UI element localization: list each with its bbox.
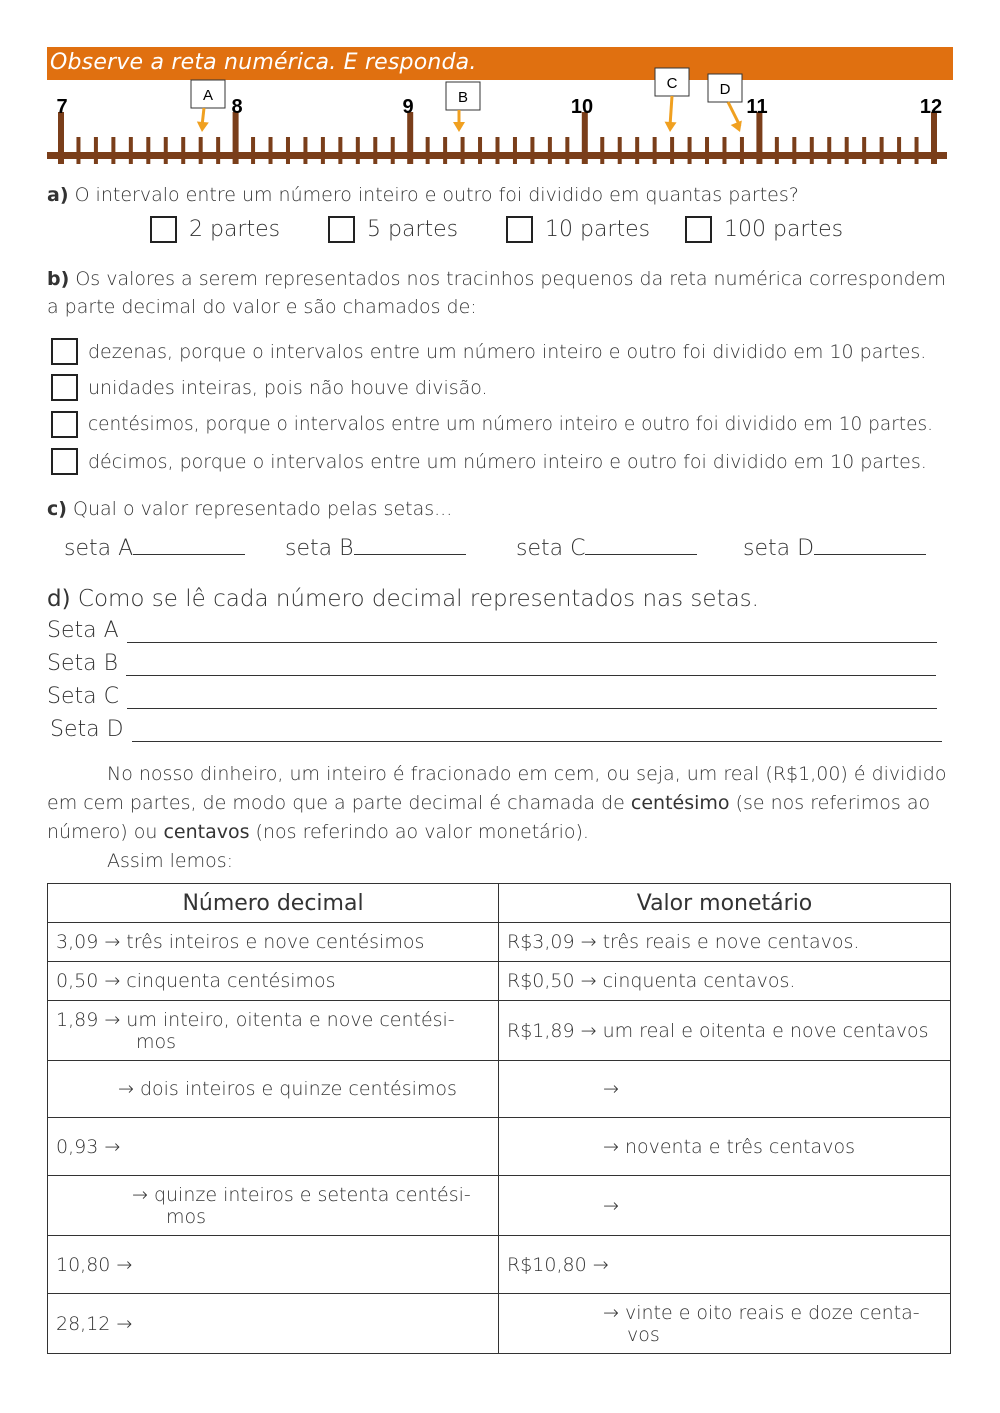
- question-c-letter: c): [47, 498, 67, 520]
- text: número) ou: [47, 821, 164, 843]
- option-label: dezenas, porque o intervalos entre um número inteiro e outro foi dividido em 10 partes.: [88, 340, 927, 363]
- decimal-table: [47, 883, 951, 1354]
- table-cell[interactable]: [499, 1294, 951, 1354]
- checkbox[interactable]: [150, 216, 177, 243]
- major-tick: [756, 112, 762, 164]
- column-header: Valor monetário: [499, 884, 951, 923]
- minor-tick: [181, 137, 185, 164]
- line-label: Seta C: [47, 684, 119, 709]
- option-a-3[interactable]: [506, 216, 650, 243]
- number-line: [0, 0, 1000, 175]
- major-tick: [233, 112, 239, 164]
- blank-a[interactable]: [64, 536, 245, 561]
- table-row[interactable]: [48, 1061, 951, 1118]
- text: (nos referindo ao valor monetário).: [249, 821, 589, 843]
- cell-text: 1,89 → um inteiro, oitenta e nove centési-: [56, 1008, 455, 1031]
- minor-tick: [897, 137, 901, 164]
- question-b-letter: b): [47, 268, 70, 290]
- minor-tick: [775, 137, 779, 164]
- question-c-text: Qual o valor representado pelas setas...: [73, 498, 453, 520]
- table-row: [48, 962, 951, 1001]
- minor-tick: [391, 137, 395, 164]
- minor-tick: [618, 137, 622, 164]
- minor-tick: [199, 137, 203, 164]
- option-b-4[interactable]: [51, 448, 927, 475]
- checkbox[interactable]: [506, 216, 533, 243]
- option-label: centésimos, porque o intervalos entre um número inteiro e outro foi dividido em 10 partes.: [88, 414, 933, 435]
- option-label: 5 partes: [367, 217, 459, 242]
- answer-line[interactable]: [354, 554, 466, 555]
- major-tick: [931, 112, 937, 164]
- minor-tick: [670, 137, 674, 164]
- table-cell: [48, 1001, 499, 1061]
- option-label: unidades inteiras, pois não houve divisão.: [88, 376, 488, 399]
- arrow-label-C: C: [666, 75, 678, 92]
- table-row[interactable]: [48, 1294, 951, 1354]
- table-cell: 3,09 → três inteiros e nove centésimos: [48, 923, 499, 962]
- checkbox[interactable]: [328, 216, 355, 243]
- arrow-head-icon: [453, 122, 465, 132]
- minor-tick: [356, 137, 360, 164]
- column-header: Número decimal: [48, 884, 499, 923]
- minor-tick: [286, 137, 290, 164]
- reading-line-c[interactable]: [47, 684, 937, 709]
- minor-tick: [461, 137, 465, 164]
- arrow-label-B: B: [457, 89, 469, 106]
- table-cell[interactable]: R$10,80 →: [499, 1236, 951, 1294]
- table-cell: R$3,09 → três reais e nove centavos.: [499, 923, 951, 962]
- minor-tick: [513, 137, 517, 164]
- option-b-2[interactable]: [51, 374, 488, 401]
- major-tick: [407, 112, 413, 164]
- question-d-text: Como se lê cada número decimal representados nas setas.: [77, 586, 759, 612]
- major-tick: [58, 112, 64, 164]
- arrow-shaft: [670, 96, 672, 126]
- minor-tick: [880, 137, 884, 164]
- number-label-11: 11: [746, 96, 768, 118]
- question-b-text-1: Os valores a serem representados nos tracinhos pequenos da reta numérica correspondem: [75, 268, 946, 290]
- minor-tick: [548, 137, 552, 164]
- minor-tick: [688, 137, 692, 164]
- major-tick: [582, 112, 588, 164]
- option-a-1[interactable]: [150, 216, 280, 243]
- table-row: [48, 923, 951, 962]
- arrow-label-D: D: [719, 81, 731, 98]
- arrow-head-icon: [731, 120, 742, 132]
- question-b-text-2: a parte decimal do valor e são chamados de:: [47, 296, 477, 318]
- table-cell[interactable]: →: [499, 1176, 951, 1236]
- reading-line-d[interactable]: [50, 717, 942, 742]
- option-b-1[interactable]: [51, 338, 926, 365]
- cell-text-cont: mos: [166, 1205, 207, 1228]
- paragraph-line: Assim lemos:: [107, 850, 234, 872]
- explanation-paragraph: [47, 760, 957, 876]
- table-cell[interactable]: [48, 1176, 499, 1236]
- header-title: Observe a reta numérica. E responda.: [50, 50, 477, 75]
- arrow-head-icon: [197, 122, 209, 132]
- blank-label: seta A: [64, 536, 134, 561]
- option-a-4[interactable]: [685, 216, 843, 243]
- line-label: Seta D: [50, 717, 124, 742]
- minor-tick: [321, 137, 325, 164]
- text: (se nos referimos ao: [729, 792, 931, 814]
- minor-tick: [251, 137, 255, 164]
- checkbox[interactable]: [51, 448, 78, 475]
- table-cell[interactable]: →: [499, 1061, 951, 1118]
- blank-d[interactable]: [743, 536, 926, 561]
- answer-line[interactable]: [814, 554, 926, 555]
- paragraph-line: No nosso dinheiro, um inteiro é fracionado em cem, ou seja, um real (R$1,00) é dividido: [107, 763, 947, 785]
- minor-tick: [164, 137, 168, 164]
- question-d: [47, 586, 759, 612]
- arrow-label-A: A: [202, 87, 214, 104]
- number-label-9: 9: [402, 96, 414, 118]
- minor-tick: [496, 137, 500, 164]
- number-label-8: 8: [231, 96, 243, 118]
- question-d-letter: d): [47, 586, 71, 612]
- term-centavos: centavos: [163, 821, 250, 843]
- table-cell[interactable]: → dois inteiros e quinze centésimos: [48, 1061, 499, 1118]
- question-a-letter: a): [47, 184, 69, 206]
- option-label: 10 partes: [545, 217, 651, 242]
- table-cell[interactable]: 10,80 →: [48, 1236, 499, 1294]
- answer-line[interactable]: [133, 554, 245, 555]
- blank-c[interactable]: [516, 536, 697, 561]
- line-label: Seta B: [47, 651, 119, 676]
- table-cell: R$1,89 → um real e oitenta e nove centavos: [499, 1001, 951, 1061]
- number-label-12: 12: [919, 96, 943, 118]
- table-cell: R$0,50 → cinquenta centavos.: [499, 962, 951, 1001]
- minor-tick: [600, 137, 604, 164]
- reading-line-a[interactable]: [47, 618, 937, 643]
- table-cell[interactable]: → noventa e três centavos: [499, 1118, 951, 1176]
- question-a: [47, 184, 799, 206]
- minor-tick: [635, 137, 639, 164]
- blank-label: seta C: [516, 536, 586, 561]
- minor-tick: [862, 137, 866, 164]
- answer-line[interactable]: [127, 708, 937, 709]
- answer-line[interactable]: [585, 554, 697, 555]
- cell-text-cont: vos: [627, 1323, 660, 1346]
- line-label: Seta A: [47, 618, 119, 643]
- table-row[interactable]: [48, 1118, 951, 1176]
- cell-text-cont: mos: [136, 1030, 177, 1053]
- minor-tick: [269, 137, 273, 164]
- checkbox[interactable]: [51, 411, 78, 438]
- minor-tick: [653, 137, 657, 164]
- minor-tick: [146, 137, 150, 164]
- arrow-head-icon: [665, 122, 677, 132]
- minor-tick: [373, 137, 377, 164]
- option-label: 2 partes: [189, 217, 281, 242]
- minor-tick: [76, 137, 80, 164]
- minor-tick: [426, 137, 430, 164]
- minor-tick: [915, 137, 919, 164]
- minor-tick: [443, 137, 447, 164]
- paragraph-line: [47, 818, 957, 847]
- minor-tick: [740, 137, 744, 164]
- checkbox[interactable]: [51, 338, 78, 365]
- minor-tick: [845, 137, 849, 164]
- minor-tick: [303, 137, 307, 164]
- blank-label: seta B: [285, 536, 354, 561]
- question-a-text: O intervalo entre um número inteiro e outro foi dividido em quantas partes?: [74, 184, 799, 206]
- minor-tick: [705, 137, 709, 164]
- minor-tick: [129, 137, 133, 164]
- minor-tick: [94, 137, 98, 164]
- minor-tick: [565, 137, 569, 164]
- option-b-3[interactable]: [51, 411, 933, 438]
- table-cell: 0,50 → cinquenta centésimos: [48, 962, 499, 1001]
- answer-line[interactable]: [132, 741, 942, 742]
- checkbox[interactable]: [51, 374, 78, 401]
- answer-line[interactable]: [126, 675, 936, 676]
- minor-tick: [722, 137, 726, 164]
- number-label-7: 7: [56, 96, 68, 118]
- option-label: 100 partes: [724, 217, 844, 242]
- number-label-10: 10: [570, 96, 594, 118]
- cell-text: → vinte e oito reais e doze centa-: [603, 1301, 920, 1324]
- reading-line-b[interactable]: [47, 651, 936, 676]
- minor-tick: [478, 137, 482, 164]
- minor-tick: [111, 137, 115, 164]
- checkbox[interactable]: [685, 216, 712, 243]
- paragraph-line: [47, 789, 957, 818]
- minor-tick: [792, 137, 796, 164]
- minor-tick: [530, 137, 534, 164]
- text: em cem partes, de modo que a parte decimal é chamada de: [47, 792, 631, 814]
- minor-tick: [810, 137, 814, 164]
- minor-tick: [338, 137, 342, 164]
- table-row[interactable]: [48, 1176, 951, 1236]
- table-cell[interactable]: 28,12 →: [48, 1294, 499, 1354]
- blank-label: seta D: [743, 536, 815, 561]
- table-row: [48, 1001, 951, 1061]
- option-label: décimos, porque o intervalos entre um número inteiro e outro foi dividido em 10 partes.: [88, 450, 927, 473]
- answer-line[interactable]: [127, 642, 937, 643]
- question-b: [47, 268, 957, 318]
- option-a-2[interactable]: [328, 216, 458, 243]
- cell-text: → quinze inteiros e setenta centési-: [132, 1183, 471, 1206]
- minor-tick: [216, 137, 220, 164]
- blank-b[interactable]: [285, 536, 466, 561]
- term-centesimo: centésimo: [630, 792, 730, 814]
- table-cell[interactable]: 0,93 →: [48, 1118, 499, 1176]
- table-header-row: [48, 884, 951, 923]
- question-c: [47, 498, 452, 520]
- minor-tick: [827, 137, 831, 164]
- table-row[interactable]: [48, 1236, 951, 1294]
